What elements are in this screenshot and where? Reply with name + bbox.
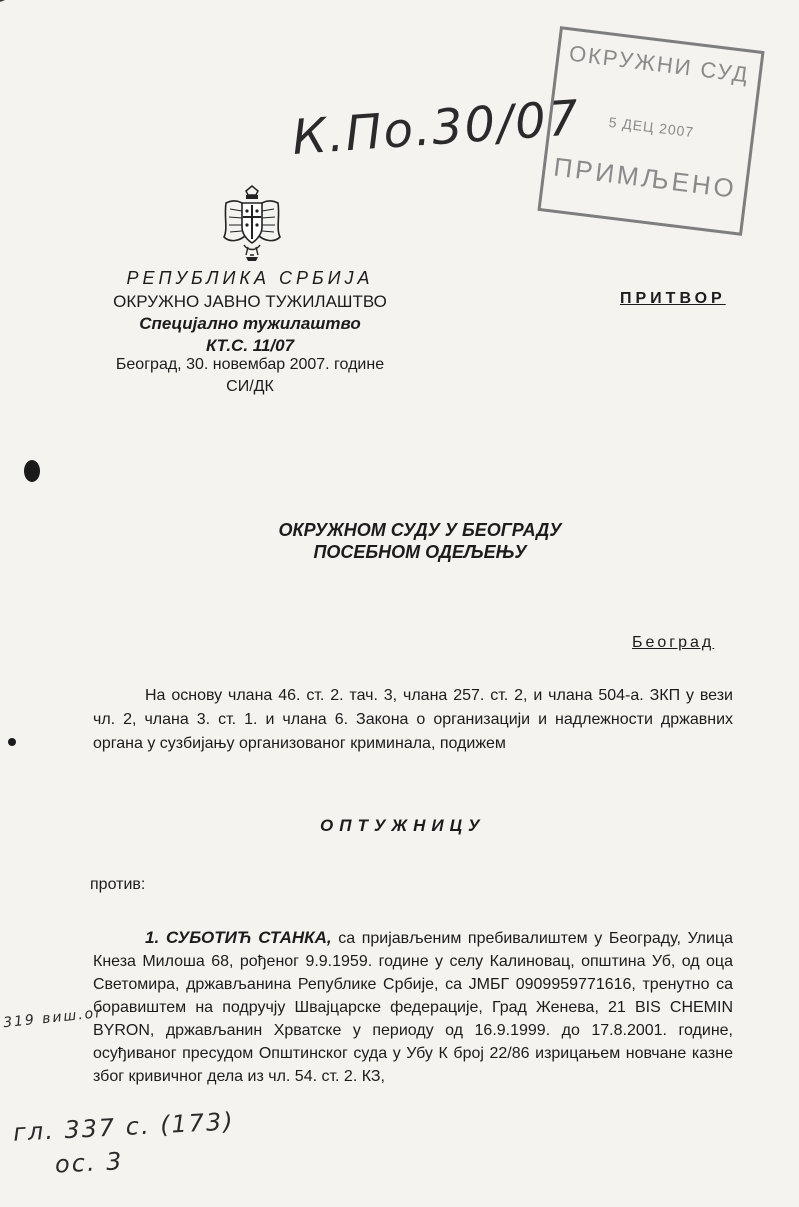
scan-edge-mark — [0, 0, 56, 2]
republic-heading: РЕПУБЛИКА СРБИЈА — [126, 268, 374, 288]
court-received-stamp — [537, 26, 764, 236]
initials: СИ/ДК — [226, 378, 274, 395]
special-prosecution: Специјално тужилаштво — [139, 314, 361, 333]
hole-punch-mark — [24, 460, 40, 482]
defendant-name: 1. СУБОТИЋ СТАНКА, — [145, 928, 332, 947]
detention-label: ПРИТВОР — [620, 290, 726, 307]
defendant-paragraph — [93, 926, 733, 1088]
city-label: Београд — [632, 634, 715, 651]
handwritten-case-reference: К.По.30/07 — [290, 90, 582, 166]
addressee-department: ПОСЕБНОМ ОДЕЉЕЊУ — [313, 542, 527, 562]
defendant-details: са пријављеним пребивалиштем у Београду, Улица Кнеза Милоша 68, рођеног 9.9.1959. године у селу Калиновац, општина Уб, од оца Светомира, држављанина Републике Србије, са ЈМБГ 0909959771616, тренутно са боравиштем на подручју Швајцарске федерације, Град Женева, 21 BIS CHEMIN BYRON, држављанин Хрватске у периоду од 16.9.1999. до 17.8.2001. године, осуђиваног пресудом Општинског суда у Убу К број 22/86 изрицањем новчане казне због кривичног дела из чл. 54. ст. 2. КЗ, — [93, 930, 734, 1085]
date-line: Београд, 30. новембар 2007. године — [115, 356, 385, 373]
coat-of-arms-icon — [220, 185, 284, 263]
against-label: против: — [90, 876, 146, 893]
stamp-court-name: ОКРУЖНИ СУД — [567, 40, 751, 88]
handwritten-footnote — [12, 1104, 237, 1184]
stamp-received: ПРИМЉЕНО — [552, 151, 739, 204]
hole-punch-mark — [8, 738, 16, 746]
addressee-court: ОКРУЖНОМ СУДУ У БЕОГРАДУ — [278, 520, 562, 540]
prosecutor-office: ОКРУЖНО ЈАВНО ТУЖИЛАШТВО — [113, 292, 387, 311]
case-number: КТ.С. 11/07 — [205, 336, 295, 355]
footnote-line-2: ос. 3 — [54, 1147, 125, 1179]
footnote-line-1: гл. 337 с. (173) — [12, 1107, 236, 1147]
stamp-date: 5 ДЕЦ 2007 — [607, 113, 696, 141]
document-title: ОПТУЖНИЦУ — [320, 816, 486, 835]
intro-paragraph: На основу члана 46. ст. 2. тач. 3, члана 257. ст. 2, и члана 504-а. ЗКП у вези чл. 2, члана 3. ст. 1. и члана 6. Закона о организацији и надлежности државних органа у сузбијању организованог криминала, подижем — [93, 687, 733, 752]
handwritten-side-note: 319 виш.ог — [2, 1004, 106, 1032]
